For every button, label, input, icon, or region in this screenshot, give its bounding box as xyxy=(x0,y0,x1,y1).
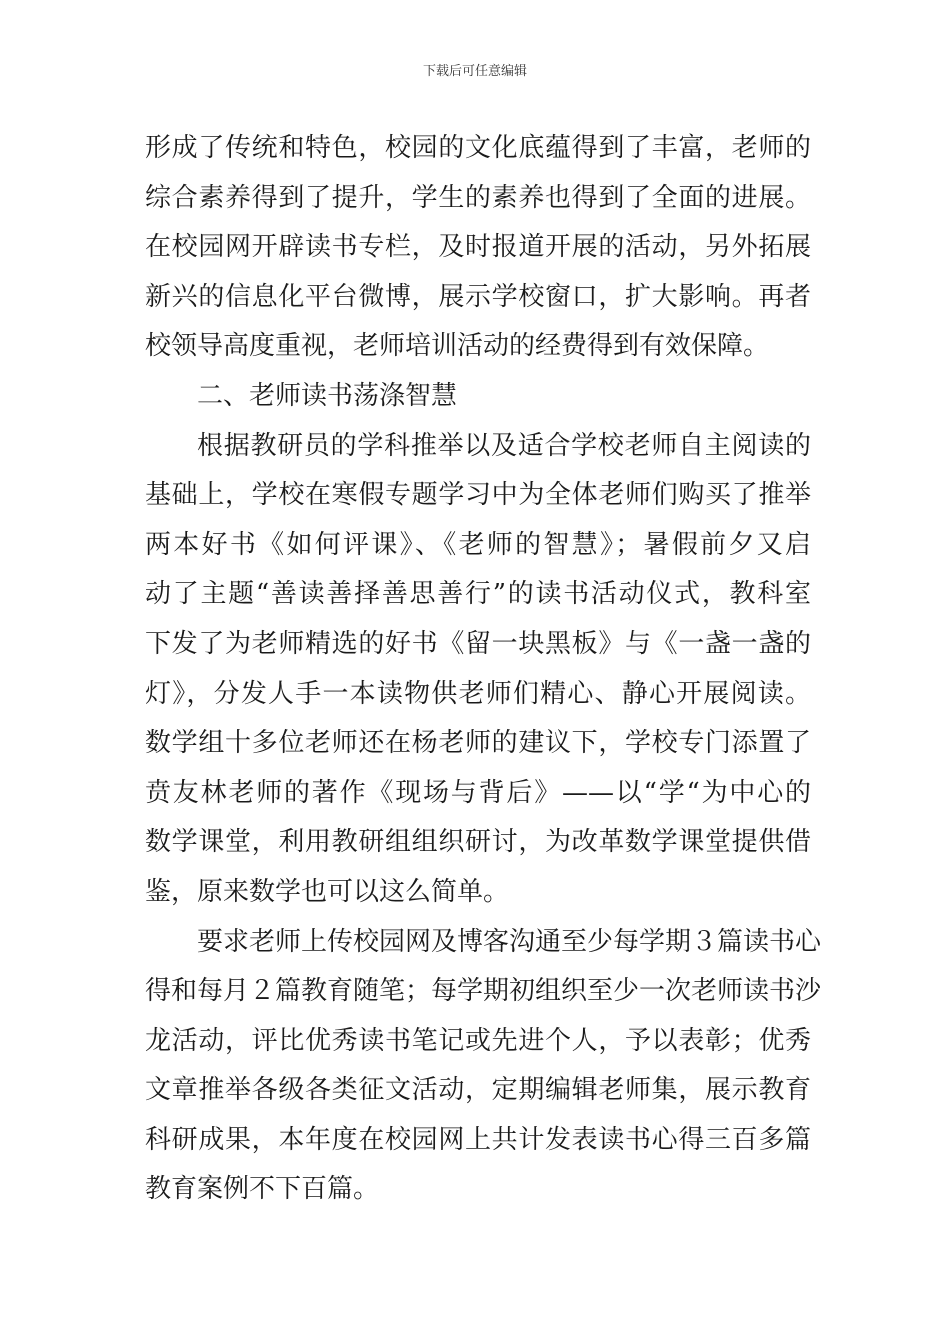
text-line: 两本好书《如何评课》、《老师的智慧》；暑假前夕又启 xyxy=(145,529,811,560)
text-line: 根据教研员的学科推举以及适合学校老师自主阅读的 xyxy=(197,430,811,461)
text-line: 在校园网开辟读书专栏，及时报道开展的活动，另外拓展 xyxy=(145,232,811,263)
text-line: 教育案例不下百篇。 xyxy=(145,1174,380,1205)
text-line: 校领导高度重视，老师培训活动的经费得到有效保障。 xyxy=(145,331,770,362)
text-line: 贲友林老师的著作《现场与背后》——以“学“为中心的 xyxy=(145,777,811,808)
text-line: 龙活动，评比优秀读书笔记或先进个人，予以表彰；优秀 xyxy=(145,1025,811,1056)
text-line: 数学组十多位老师还在杨老师的建议下，学校专门添置了 xyxy=(145,728,811,759)
text-line: 科研成果，本年度在校园网上共计发表读书心得三百多篇 xyxy=(145,1124,811,1155)
text-line: 要求老师上传校园网及博客沟通至少每学期３篇读书心 xyxy=(197,926,822,957)
document-body xyxy=(145,124,822,1215)
text-line: 动了主题“善读善择善思善行”的读书活动仪式，教科室 xyxy=(145,579,811,610)
text-line: 得和每月２篇教育随笔；每学期初组织至少一次老师读书沙 xyxy=(145,976,822,1007)
text-line: 文章推举各级各类征文活动，定期编辑老师集，展示教育 xyxy=(145,1075,811,1106)
section-heading: 二、老师读书荡涤智慧 xyxy=(197,380,458,411)
text-line: 下发了为老师精选的好书《留一块黑板》与《一盏一盏的 xyxy=(145,628,811,659)
text-line: 形成了传统和特色，校园的文化底蕴得到了丰富，老师的 xyxy=(145,133,811,163)
text-line: 鉴，原来数学也可以这么简单。 xyxy=(145,876,510,907)
page-header: 下载后可任意编辑 xyxy=(422,64,527,79)
text-line: 数学课堂，利用教研组组织研讨，为改革数学课堂提供借 xyxy=(145,827,811,858)
text-line: 基础上，学校在寒假专题学习中为全体老师们购买了推举 xyxy=(145,480,811,511)
text-line: 灯》，分发人手一本读物供老师们精心、静心开展阅读。 xyxy=(145,678,811,709)
text-line: 新兴的信息化平台微博，展示学校窗口，扩大影响。再者 xyxy=(145,281,811,312)
text-line: 综合素养得到了提升，学生的素养也得到了全面的进展。 xyxy=(145,182,811,213)
